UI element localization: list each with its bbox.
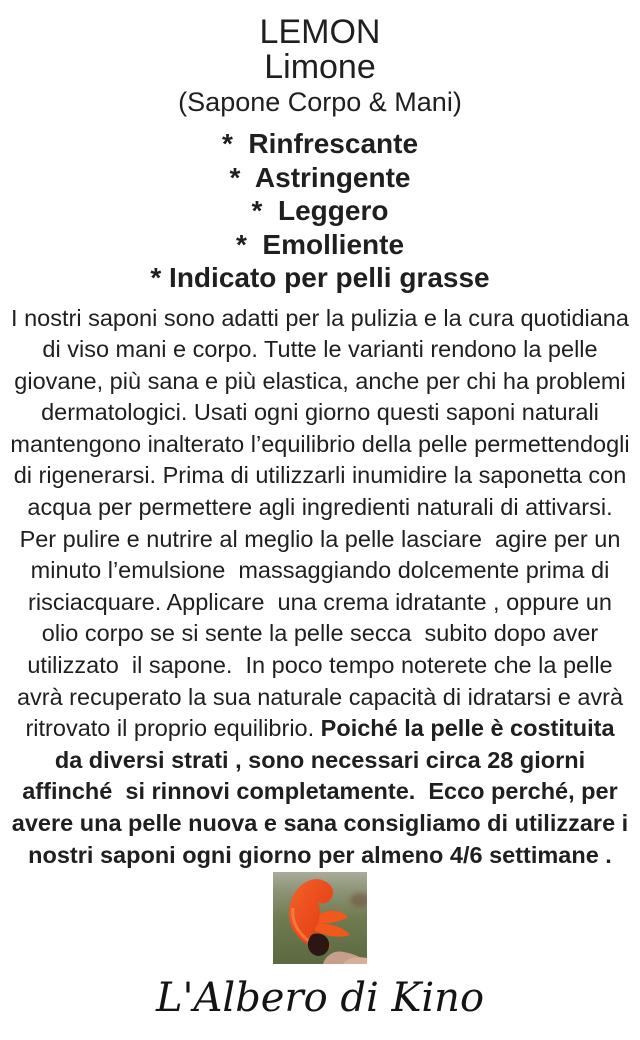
- description-line: risciacquare. Applicare una crema idratante , oppure un: [28, 588, 612, 615]
- kino-flower-photo: [273, 872, 367, 964]
- description-line-bold: da diversi strati , sono necessari circa 28 giorni: [54, 746, 586, 773]
- feature-item: * Astringente: [229, 161, 411, 193]
- product-type: (Sapone Corpo & Mani): [178, 87, 462, 117]
- feature-list: [0, 127, 640, 295]
- feature-item: * Leggero: [251, 195, 389, 226]
- description-line: di viso mani e corpo. Tutte le varianti rendono la pelle: [42, 336, 598, 363]
- description-bold-part: Poiché la pelle è costituita: [320, 715, 615, 742]
- description-line: avrà recuperato la sua naturale capacità di idratarsi e avrà: [16, 683, 624, 710]
- description-paragraph: [0, 303, 640, 872]
- description-line: dermatologici. Usati ogni giorno questi saponi naturali: [41, 399, 599, 426]
- flower-photo-container: [0, 872, 640, 964]
- feature-item: * Emolliente: [235, 228, 405, 260]
- description-regular-part: ritrovato il proprio equilibrio.: [25, 715, 321, 742]
- brand-logo-text: L'Albero di Kino: [155, 975, 485, 1022]
- description-line-mixed: [0, 713, 640, 745]
- description-line: acqua per permettere agli ingredienti naturali di attivarsi.: [27, 494, 613, 521]
- description-line: di rigenerarsi. Prima di utilizzarli inumidire la saponetta con: [13, 462, 627, 489]
- description-line: mantengono inalterato l’equilibrio della pelle permettendogli: [10, 430, 630, 457]
- description-line: olio corpo se si sente la pelle secca subito dopo aver: [41, 620, 599, 647]
- description-line-bold: nostri saponi ogni giorno per almeno 4/6 settimane .: [28, 841, 612, 868]
- feature-item: * Indicato per pelli grasse: [150, 262, 490, 293]
- description-line: utilizzato il sapone. In poco tempo noterete che la pelle: [27, 652, 613, 679]
- description-line: minuto l’emulsione massaggiando dolcemente prima di: [30, 557, 610, 584]
- description-line: Per pulire e nutrire al meglio la pelle lasciare agire per un: [19, 525, 621, 552]
- description-line: giovane, più sana e più elastica, anche per chi ha problemi: [14, 367, 626, 394]
- product-title: LEMON: [259, 13, 381, 51]
- description-line-bold: affinché si rinnovi completamente. Ecco perché, per: [22, 778, 618, 805]
- product-subtitle: Limone: [264, 48, 376, 86]
- description-line-bold: avere una pelle nuova e sana consigliamo di utilizzare i: [11, 810, 629, 836]
- feature-item: * Rinfrescante: [221, 128, 419, 159]
- description-line: I nostri saponi sono adatti per la pulizia e la cura quotidiana: [11, 304, 629, 331]
